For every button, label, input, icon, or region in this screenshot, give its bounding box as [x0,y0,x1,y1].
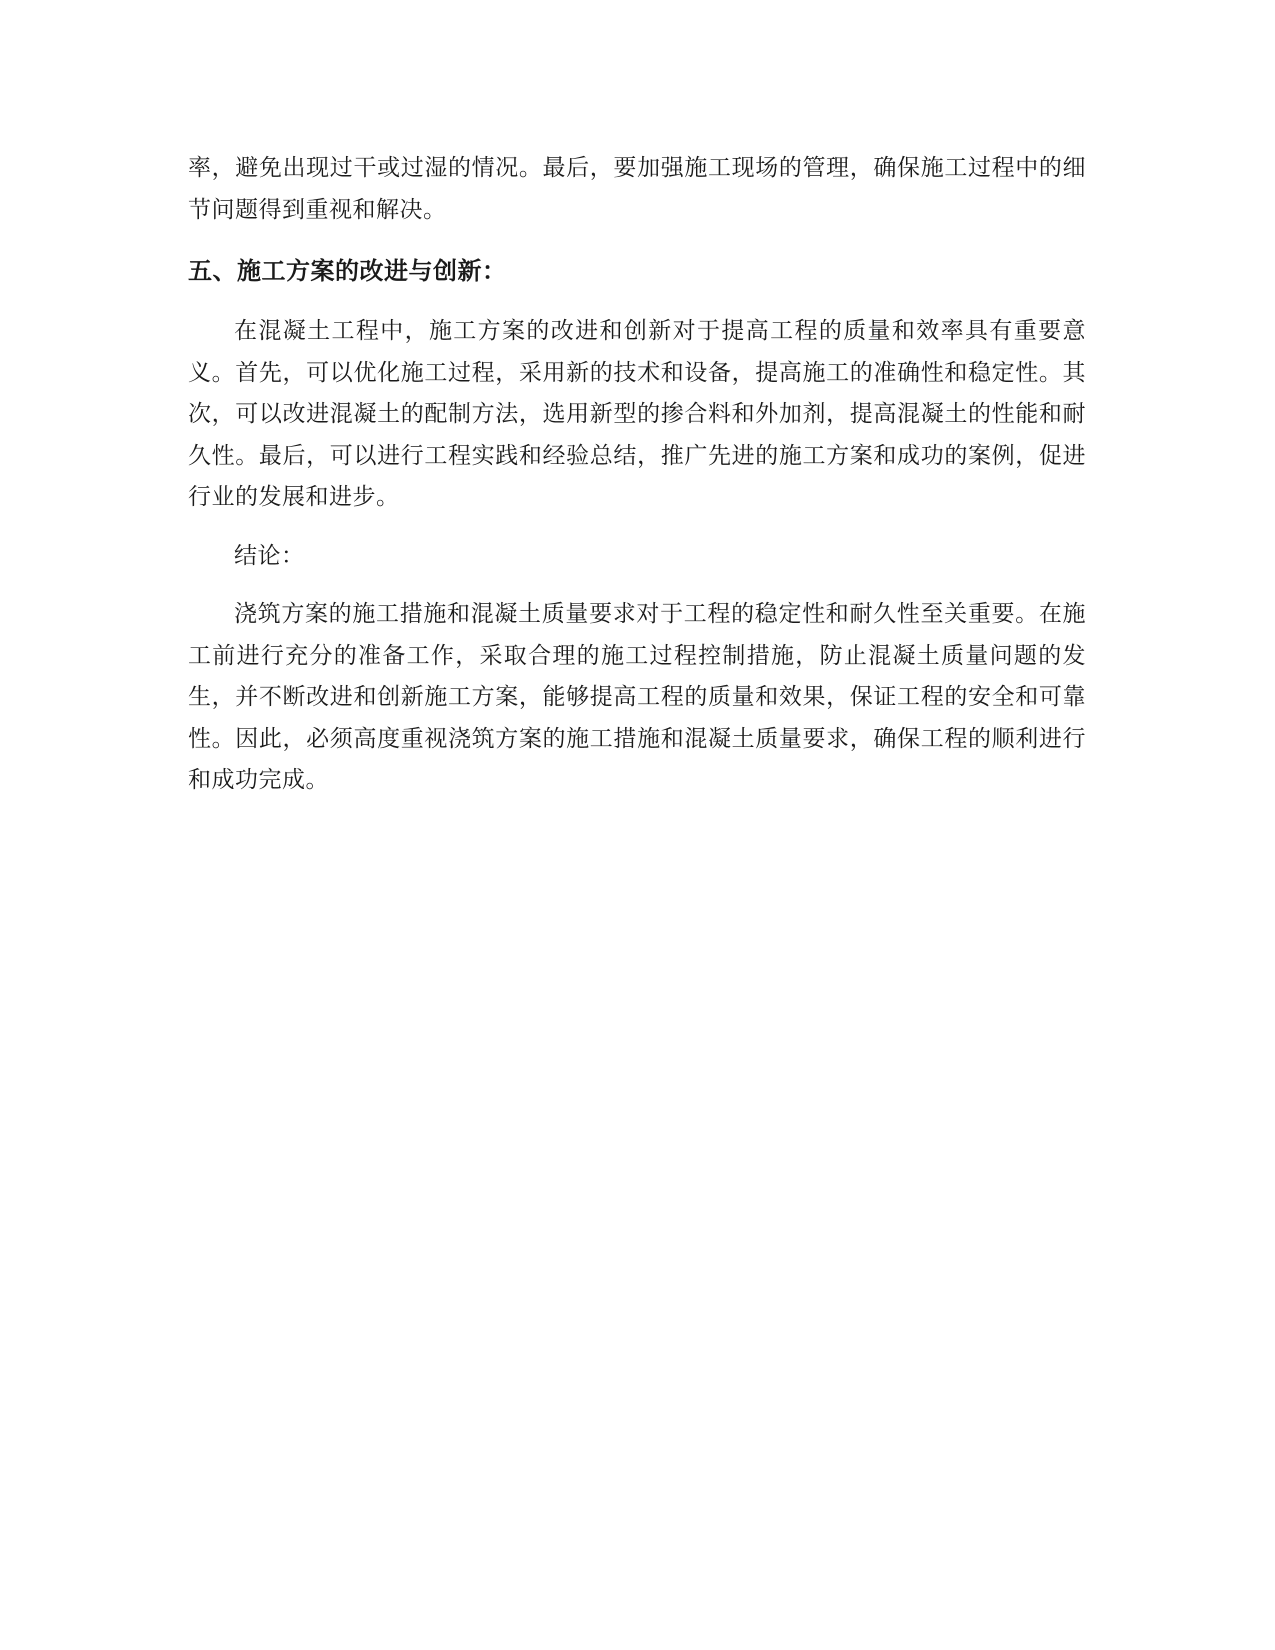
document-body [188,148,1086,802]
conclusion-label: 结论： [234,542,305,569]
paragraph-improvement-innovation: 在混凝土工程中，施工方案的改进和创新对于提高工程的质量和效率具有重要意义。首先，可以优化施工过程，采用新的技术和设备，提高施工的准确性和稳定性。其次，可以改进混凝土的配制方法，选用新型的掺合料和外加剂，提高混凝土的性能和耐久性。最后，可以进行工程实践和经验总结，推广先进的施工方案和成功的案例，促进行业的发展和进步。 [188,318,1086,510]
section-heading-improvement-innovation: 五、施工方案的改进与创新： [188,257,507,285]
paragraph-continued: 率，避免出现过干或过湿的情况。最后，要加强施工现场的管理，确保施工过程中的细节问题得到重视和解决。 [188,155,1086,223]
paragraph-conclusion: 浇筑方案的施工措施和混凝土质量要求对于工程的稳定性和耐久性至关重要。在施工前进行充分的准备工作，采取合理的施工过程控制措施，防止混凝土质量问题的发生，并不断改进和创新施工方案，能够提高工程的质量和效果，保证工程的安全和可靠性。因此，必须高度重视浇筑方案的施工措施和混凝土质量要求，确保工程的顺利进行和成功完成。 [188,601,1086,793]
